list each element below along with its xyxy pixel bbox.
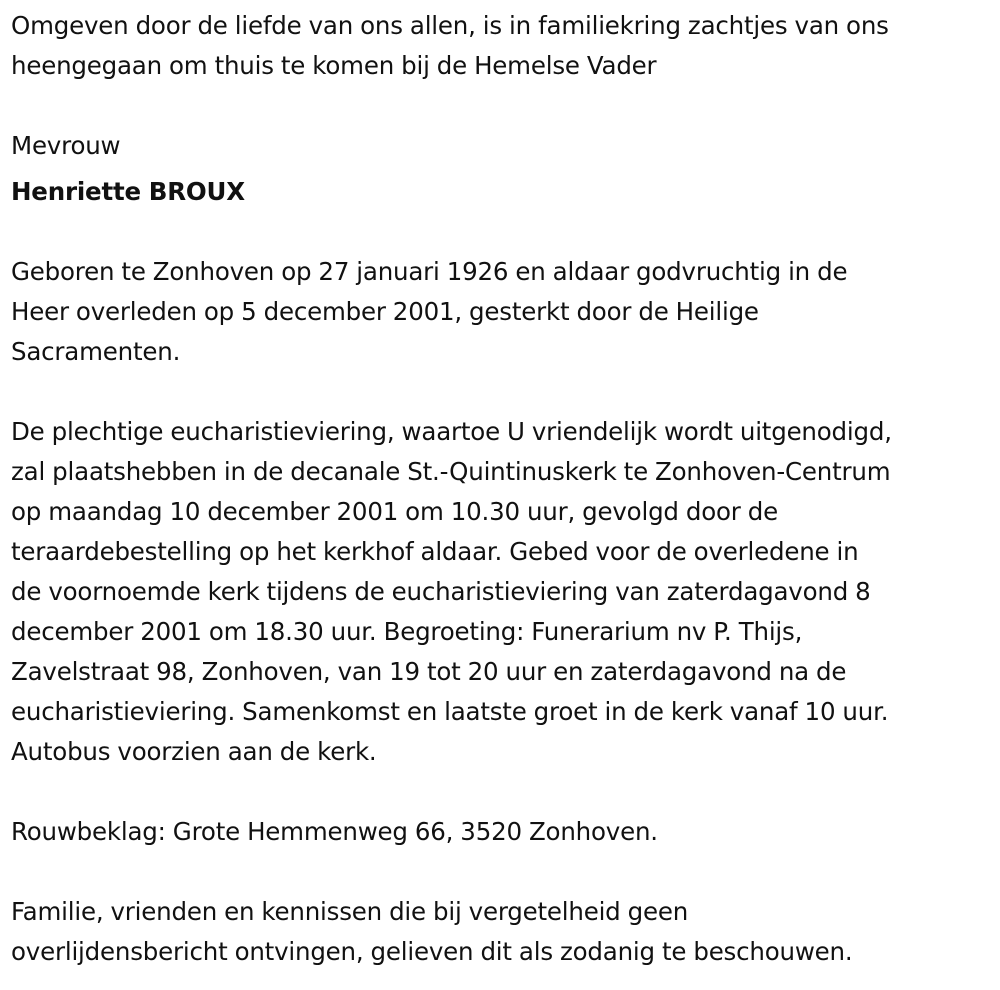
obituary-notice	[11, 6, 996, 972]
closing-paragraph	[11, 892, 996, 972]
ceremony-line: eucharistieviering. Samenkomst en laatste groet in de kerk vanaf 10 uur.	[11, 697, 889, 726]
ceremony-line: teraardebestelling op het kerkhof aldaar. Gebed voor de overledene in	[11, 537, 859, 566]
ceremony-line: Zavelstraat 98, Zonhoven, van 19 tot 20 uur en zaterdagavond na de	[11, 657, 847, 686]
birth-death-paragraph	[11, 252, 996, 372]
honorific-title: Mevrouw	[11, 131, 121, 160]
deceased-name: Henriette BROUX	[11, 177, 245, 206]
mourning-address: Rouwbeklag: Grote Hemmenweg 66, 3520 Zonhoven.	[11, 817, 658, 846]
intro-line: heengegaan om thuis te komen bij de Hemelse Vader	[11, 51, 657, 80]
ceremony-line: Autobus voorzien aan de kerk.	[11, 737, 377, 766]
ceremony-line: zal plaatshebben in de decanale St.-Quintinuskerk te Zonhoven-Centrum	[11, 457, 891, 486]
intro-paragraph	[11, 6, 996, 86]
ceremony-line: De plechtige eucharistieviering, waartoe U vriendelijk wordt uitgenodigd,	[11, 417, 892, 446]
ceremony-line: de voornoemde kerk tijdens de eucharistieviering van zaterdagavond 8	[11, 577, 871, 606]
intro-line: Omgeven door de liefde van ons allen, is in familiekring zachtjes van ons	[11, 11, 889, 40]
closing-line: Familie, vrienden en kennissen die bij vergetelheid geen	[11, 897, 689, 926]
ceremony-line: december 2001 om 18.30 uur. Begroeting: Funerarium nv P. Thijs,	[11, 617, 803, 646]
birth-death-line: Geboren te Zonhoven op 27 januari 1926 en aldaar godvruchtig in de	[11, 257, 848, 286]
ceremony-line: op maandag 10 december 2001 om 10.30 uur, gevolgd door de	[11, 497, 778, 526]
birth-death-line: Heer overleden op 5 december 2001, gesterkt door de Heilige	[11, 297, 759, 326]
birth-death-line: Sacramenten.	[11, 337, 181, 366]
ceremony-paragraph	[11, 412, 996, 772]
closing-line: overlijdensbericht ontvingen, gelieven dit als zodanig te beschouwen.	[11, 937, 853, 966]
